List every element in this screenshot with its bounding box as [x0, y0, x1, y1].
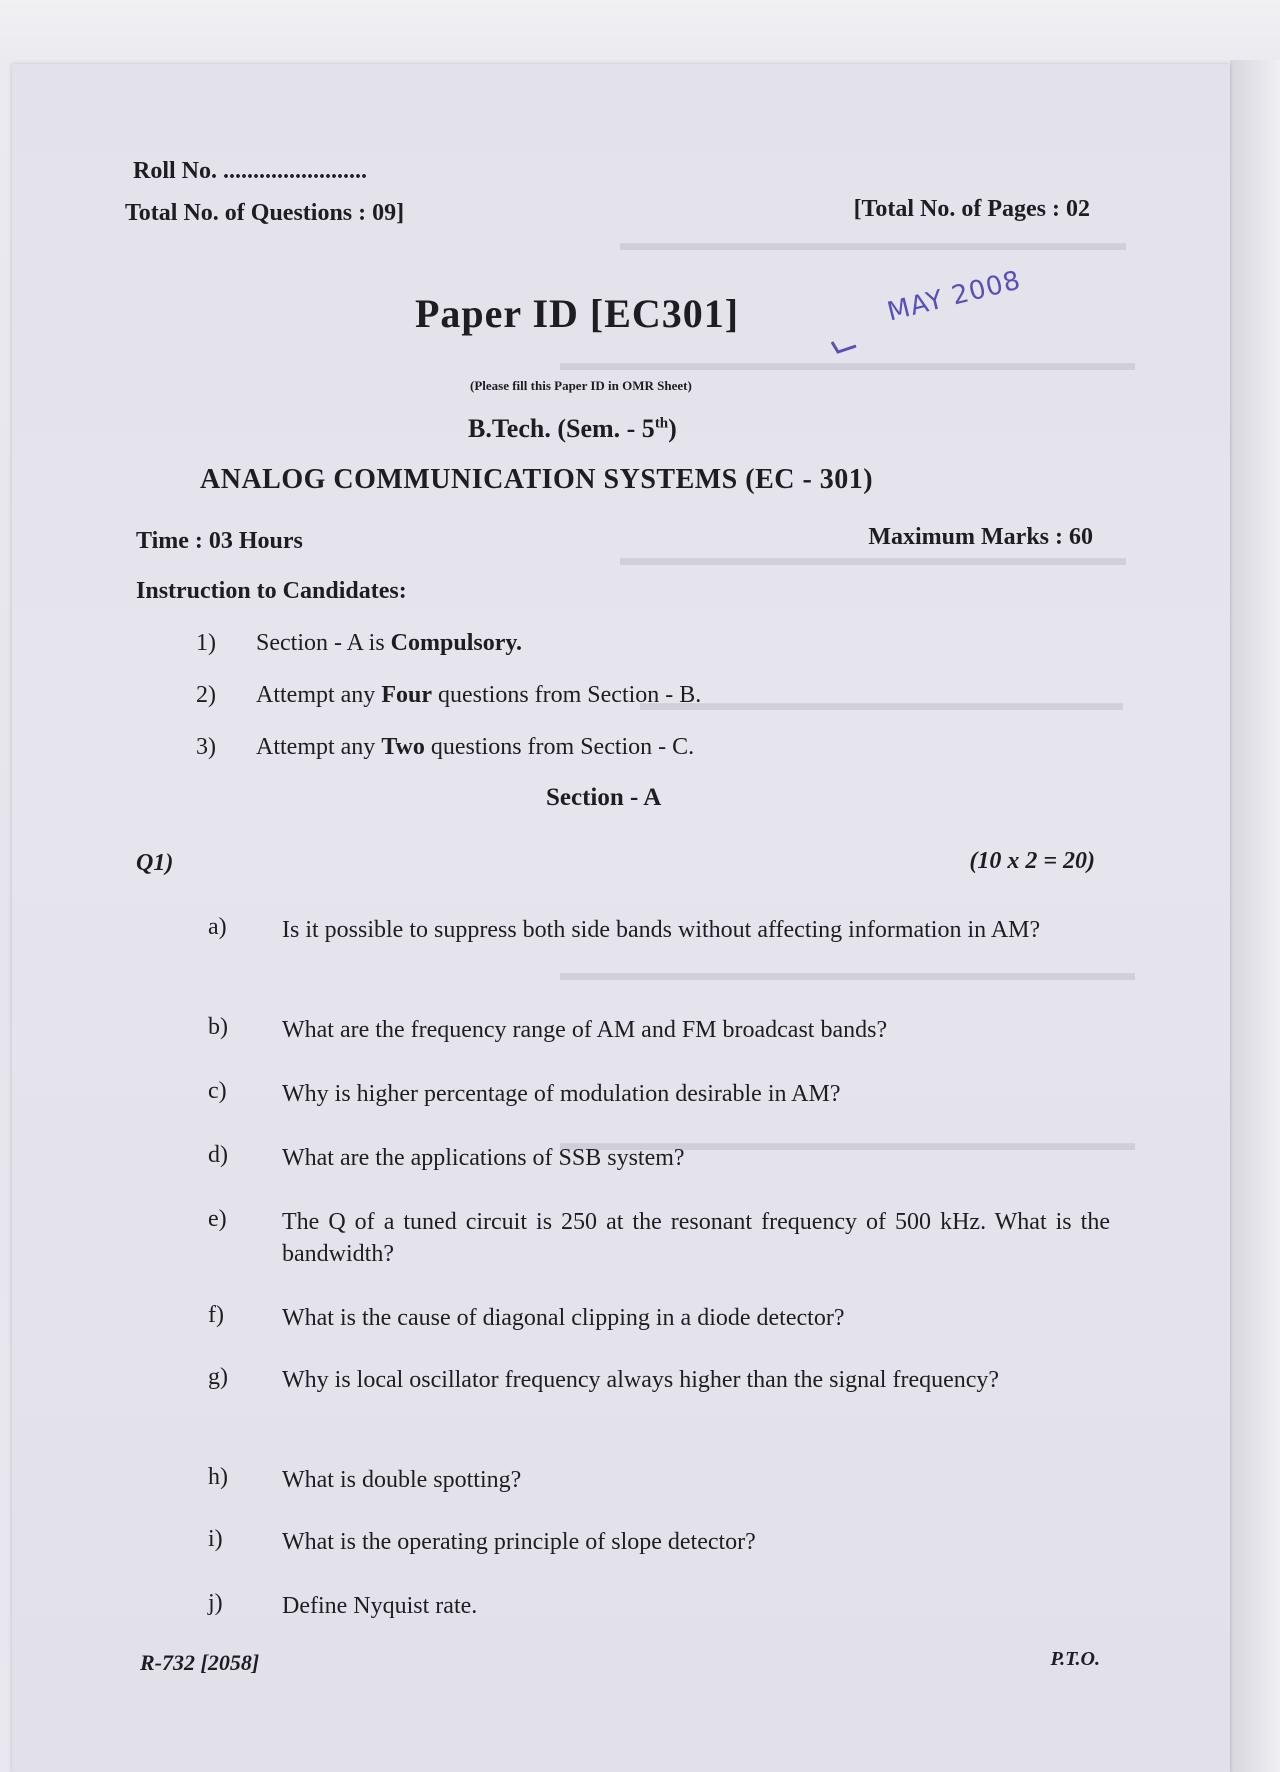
question-text: What is the operating principle of slope detector?	[282, 1529, 756, 1555]
question-text: The Q of a tuned circuit is 250 at the resonant frequency of 500 kHz. What is the bandwidth?	[282, 1209, 1110, 1267]
course-text-end: )	[668, 414, 677, 443]
question-label: i)	[208, 1526, 223, 1552]
question-label: g)	[208, 1364, 228, 1390]
instruction-text	[256, 734, 694, 761]
instruction-text-bold: Compulsory.	[390, 630, 523, 656]
bleed-through-text: ▬▬▬▬▬▬▬▬▬▬▬▬▬▬▬▬▬▬▬▬▬▬	[620, 230, 1126, 255]
course-semester	[468, 414, 677, 444]
instruction-text	[256, 630, 522, 657]
instruction-text-part: Attempt any	[256, 734, 382, 760]
question-label: f)	[208, 1302, 224, 1328]
instruction-number: 3)	[196, 734, 216, 760]
section-a-title: Section - A	[546, 784, 662, 811]
question-text: What are the applications of SSB system?	[282, 1145, 685, 1171]
course-superscript: th	[654, 415, 669, 432]
question-text: What is the cause of diagonal clipping in a diode detector?	[282, 1305, 845, 1331]
question-label: d)	[208, 1142, 228, 1168]
question-number: Q1)	[136, 850, 174, 876]
bleed-through-text: ▬▬▬▬▬▬▬▬▬▬▬▬▬▬▬▬▬▬▬▬▬▬▬▬▬	[560, 350, 1135, 375]
course-text: B.Tech. (Sem. - 5	[468, 414, 655, 443]
omr-note: (Please fill this Paper ID in OMR Sheet)	[470, 378, 692, 393]
paper-id-text: Paper ID [EC301]	[415, 291, 740, 336]
stamp-check-mark-icon	[830, 340, 858, 354]
paper-id	[0, 290, 1280, 337]
question-text: What are the frequency range of AM and FM broadcast bands?	[282, 1017, 888, 1043]
question-text: What is double spotting?	[282, 1467, 522, 1493]
instruction-text-part: Section - A is	[256, 630, 391, 656]
exam-time: Time : 03 Hours	[136, 528, 303, 554]
bleed-through-text: ▬▬▬▬▬▬▬▬▬▬▬▬▬▬▬▬▬▬▬▬▬▬▬▬▬	[560, 960, 1135, 985]
question-label: h)	[208, 1464, 228, 1490]
question-label: j)	[208, 1590, 223, 1616]
bleed-through-text: ▬▬▬▬▬▬▬▬▬▬▬▬▬▬▬▬▬▬▬▬▬▬▬▬▬	[560, 1130, 1135, 1155]
subject-title: ANALOG COMMUNICATION SYSTEMS (EC - 301)	[200, 464, 874, 495]
maximum-marks: Maximum Marks : 60	[868, 524, 1093, 550]
instruction-text-bold: Two	[381, 734, 425, 760]
instruction-text-part: questions from Section - C.	[424, 734, 695, 760]
instruction-number: 2)	[196, 682, 216, 708]
question-label: a)	[208, 914, 227, 940]
paper-code: R-732 [2058]	[140, 1650, 260, 1675]
total-questions: Total No. of Questions : 09]	[125, 200, 405, 226]
bleed-through-text: ▬▬▬▬▬▬▬▬▬▬▬▬▬▬▬▬▬▬▬▬▬	[640, 690, 1123, 715]
question-text: Define Nyquist rate.	[282, 1593, 478, 1619]
instruction-text-bold: Four	[381, 682, 432, 708]
total-pages: [Total No. of Pages : 02	[853, 196, 1090, 222]
date-stamp: MAY 2008	[884, 265, 1025, 328]
bleed-through-text: ▬▬▬▬▬▬▬▬▬▬▬▬▬▬▬▬▬▬▬▬▬▬	[620, 545, 1126, 570]
question-label: b)	[208, 1014, 228, 1040]
instruction-text-part: Attempt any	[256, 682, 382, 708]
question-label: e)	[208, 1206, 227, 1232]
question-text: Why is higher percentage of modulation desirable in AM?	[282, 1081, 841, 1107]
instruction-text-part: questions from Section - B.	[431, 682, 702, 708]
instruction-text	[256, 682, 701, 709]
question-marks: (10 x 2 = 20)	[969, 848, 1095, 874]
question-label: c)	[208, 1078, 227, 1104]
please-turn-over: P.T.O.	[1050, 1648, 1100, 1670]
instruction-number: 1)	[196, 630, 216, 656]
roll-number-field: Roll No. ........................	[133, 158, 367, 184]
instructions-title: Instruction to Candidates:	[136, 578, 407, 604]
question-text: Why is local oscillator frequency always higher than the signal frequency?	[282, 1367, 1000, 1393]
question-text: Is it possible to suppress both side bands without affecting information in AM?	[282, 917, 1041, 943]
